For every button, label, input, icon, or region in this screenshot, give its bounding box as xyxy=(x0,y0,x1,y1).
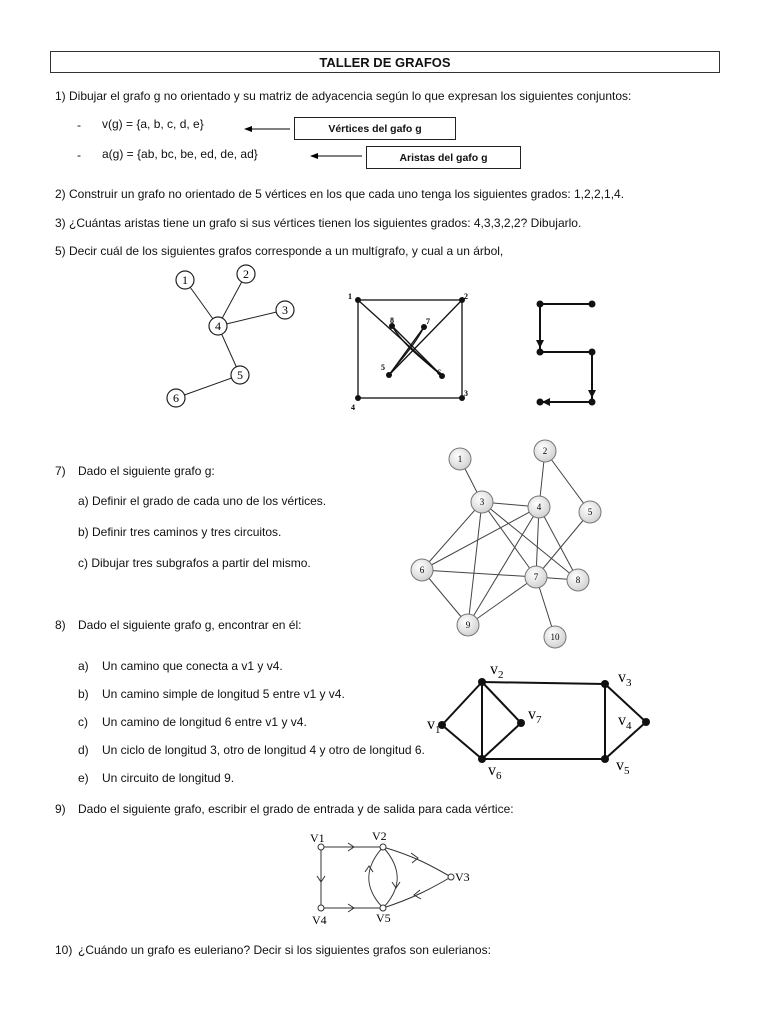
graph-g-node-label: 4 xyxy=(536,502,542,512)
digraph-node-label: V5 xyxy=(376,911,391,925)
question-9-text: Dado el siguiente grafo, escribir el grado de entrada y de salida para cada vértice: xyxy=(78,802,514,816)
question-8e-text: Un circuito de longitud 9. xyxy=(102,771,235,785)
graph-node-label: $v_5$ xyxy=(616,757,630,777)
tree-node-label: 4 xyxy=(215,319,221,333)
digraph-node-label: V2 xyxy=(372,829,387,843)
graph-g-node-label: 7 xyxy=(533,572,539,582)
graph-g-node-label: 2 xyxy=(542,446,548,456)
square-node-label: 3 xyxy=(464,389,468,398)
square-node-label: 2 xyxy=(464,292,468,301)
square-graph xyxy=(344,290,484,420)
bullet-dash: - xyxy=(77,148,81,162)
tree-node-label: 1 xyxy=(182,273,188,287)
edges-label-box: Aristas del gafo g xyxy=(366,146,521,169)
graph-g-node-label: 6 xyxy=(419,565,425,575)
graph-g-node-label: 8 xyxy=(575,575,581,585)
graph-node-label: $v_3$ xyxy=(618,669,632,689)
square-node-label: 7 xyxy=(426,317,430,326)
graph-node-label: $v_7$ xyxy=(528,706,542,726)
graph-node-label: $v_4$ xyxy=(618,712,632,732)
graph-node-label: $v_1$ xyxy=(427,716,441,736)
graph-g-node-label: 5 xyxy=(587,507,593,517)
graph-node-label: $v_6$ xyxy=(488,762,502,782)
tree-node-label: 5 xyxy=(237,368,243,382)
square-node-label: 8 xyxy=(390,316,394,325)
question-7c: c) Dibujar tres subgrafos a partir del mismo. xyxy=(78,556,311,570)
graph-g-node-label: 3 xyxy=(479,497,485,507)
question-9-number: 9) xyxy=(55,802,66,816)
edges-set: a(g) = {ab, bc, be, ed, de, ad} xyxy=(102,147,258,161)
question-8-text: Dado el siguiente grafo g, encontrar en él: xyxy=(78,618,302,632)
tree-node-label: 6 xyxy=(173,391,179,405)
question-2-text: 2) Construir un grafo no orientado de 5 vértices en los que cada uno tenga los siguientes grados: 1,2,2,1,4. xyxy=(55,187,625,201)
question-7b: b) Definir tres caminos y tres circuitos. xyxy=(78,525,282,539)
square-node-label: 5 xyxy=(381,363,385,372)
question-8e-letter: e) xyxy=(78,771,89,785)
question-8c-text: Un camino de longitud 6 entre v1 y v4. xyxy=(102,715,307,729)
question-3-text: 3) ¿Cuántas aristas tiene un grafo si sus vértices tienen los siguientes grados: 4,3,3,2,2? Dibujarlo. xyxy=(55,216,582,230)
question-10-number: 10) xyxy=(55,943,73,957)
question-8b-text: Un camino simple de longitud 5 entre v1 y v4. xyxy=(102,687,345,701)
graph-node-label: $v_2$ xyxy=(490,661,504,681)
question-10-text: ¿Cuándo un grafo es euleriano? Decir si los siguientes grafos son eulerianos: xyxy=(78,943,491,957)
question-8b-letter: b) xyxy=(78,687,89,701)
directed-graph-v1-v5 xyxy=(302,828,492,928)
question-8-number: 8) xyxy=(55,618,66,632)
directed-five-graph xyxy=(528,294,608,414)
vertices-label-box: Vértices del gafo g xyxy=(294,117,456,140)
graph-v1-v7 xyxy=(424,655,664,785)
graph-g-node-label: 10 xyxy=(550,632,560,642)
question-7-number: 7) xyxy=(55,464,66,478)
question-7a: a) Definir el grado de cada uno de los vértices. xyxy=(78,494,327,508)
question-5-text: 5) Decir cuál de los siguientes grafos corresponde a un multígrafo, y cual a un árbol, xyxy=(55,244,504,258)
square-node-label: 4 xyxy=(351,403,355,412)
question-7-text: Dado el siguiente grafo g: xyxy=(78,464,215,478)
square-node-label: 6 xyxy=(437,368,441,377)
question-8d-letter: d) xyxy=(78,743,89,757)
worksheet-title: TALLER DE GRAFOS xyxy=(50,51,720,73)
digraph-node-label: V4 xyxy=(312,913,327,927)
digraph-node-label: V3 xyxy=(455,870,470,884)
question-8a-letter: a) xyxy=(78,659,89,673)
tree-node-label: 3 xyxy=(282,303,288,317)
tree-graph xyxy=(160,262,320,412)
graph-g-ten-nodes xyxy=(400,440,640,660)
bullet-dash: - xyxy=(77,118,81,132)
square-node-label: 1 xyxy=(348,292,352,301)
vertices-set: v(g) = {a, b, c, d, e} xyxy=(102,117,204,131)
graph-g-node-label: 1 xyxy=(457,454,463,464)
question-8d-text: Un ciclo de longitud 3, otro de longitud 4 y otro de longitud 6. xyxy=(102,743,425,757)
question-8c-letter: c) xyxy=(78,715,88,729)
graph-g-node-label: 9 xyxy=(465,620,471,630)
digraph-node-label: V1 xyxy=(310,831,325,845)
question-8a-text: Un camino que conecta a v1 y v4. xyxy=(102,659,283,673)
tree-node-label: 2 xyxy=(243,267,249,281)
question-1-text: 1) Dibujar el grafo g no orientado y su matriz de adyacencia según lo que expresan los siguientes conjuntos: xyxy=(55,89,632,103)
